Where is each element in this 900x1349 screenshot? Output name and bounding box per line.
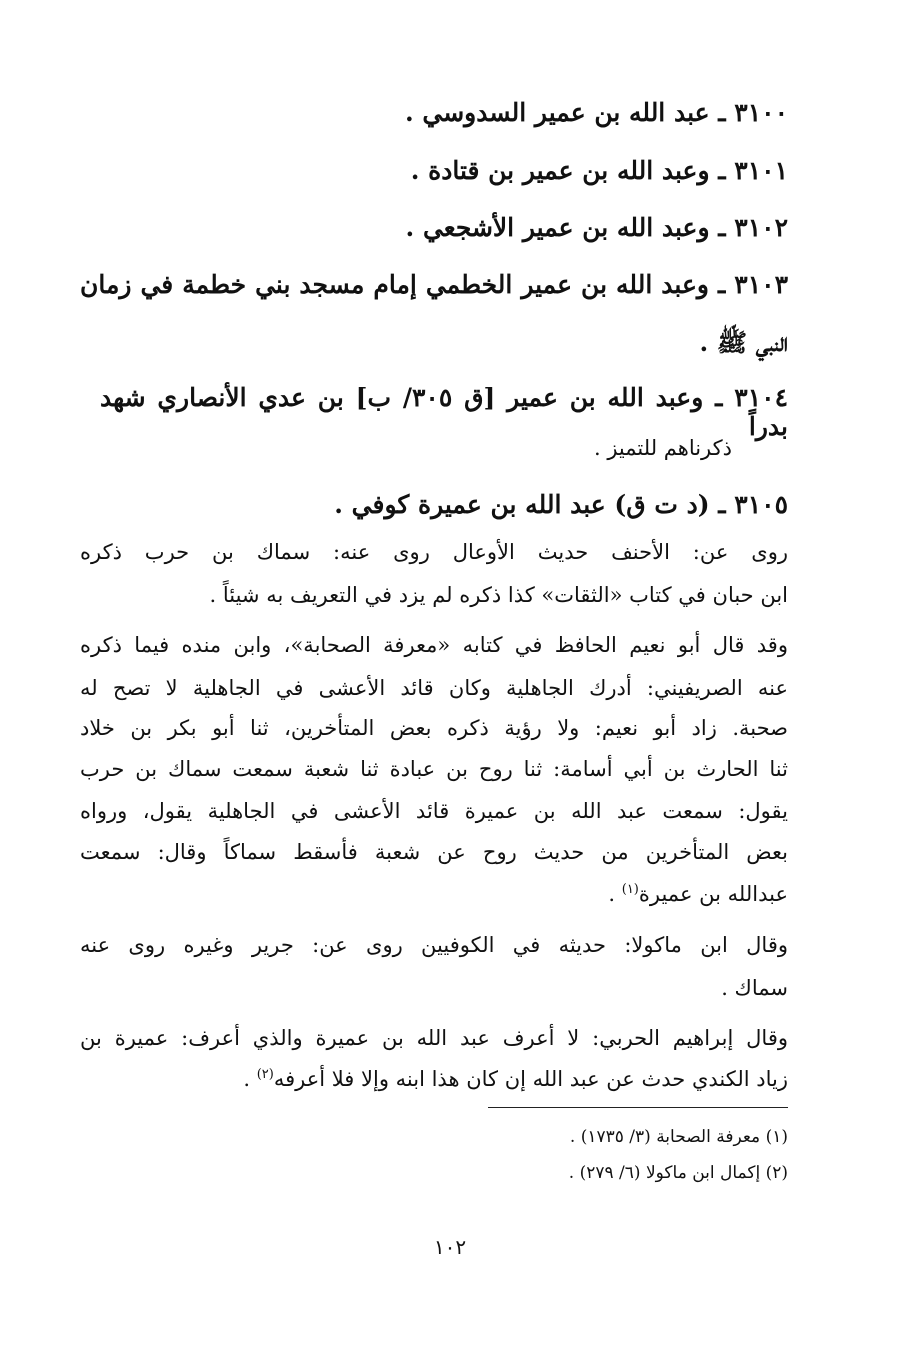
para4-line1: وقال إبراهيم الحربي: لا أعرف عبد الله بن عميرة والذي أعرف: عميرة بن — [80, 1026, 788, 1050]
page-number: ١٠٢ — [433, 1235, 467, 1259]
entry-3102: ٣١٠٢ ـ وعبد الله بن عمير الأشجعي . — [405, 213, 788, 242]
footnote-2: (٢) إكمال ابن ماكولا (٦/ ٢٧٩) . — [568, 1163, 788, 1183]
entry-3103-line2: النبي ﷺ . — [699, 328, 788, 357]
footnote-1: (١) معرفة الصحابة (٣/ ١٧٣٥) . — [569, 1127, 788, 1147]
footnote-divider — [488, 1107, 788, 1108]
entry-3104-line1: ٣١٠٤ ـ وعبد الله بن عمير [ق ٣٠٥/ ب] بن عدي الأنصاري شهد بدراً — [100, 383, 788, 441]
entry-3103-line1: ٣١٠٣ ـ وعبد الله بن عمير الخطمي إمام مسجد بني خطمة في زمان — [80, 270, 788, 299]
entry-3104-line2: ذكرناهم للتميز . — [593, 436, 732, 460]
para3-line1: وقال ابن ماكولا: حديثه في الكوفيين روى عن: جرير وغيره روى عنه — [80, 933, 788, 957]
para2-line6: بعض المتأخرين من حديث روح عن شعبة فأسقط سماكاً وقال: سمعت — [80, 840, 788, 864]
para2-line7-end: . — [608, 882, 622, 906]
para2-line7-text: عبدالله بن عميرة — [638, 882, 788, 906]
para2-line7 — [80, 882, 788, 906]
para2-line3: صحبة. زاد أبو نعيم: ولا رؤية ذكره بعض المتأخرين، ثنا أبو بكر بن خلاد — [80, 716, 788, 740]
para1-line1: روى عن: الأحنف حديث الأوعال روى عنه: سماك بن حرب ذكره — [80, 540, 788, 564]
para2-line2: عنه الصريفيني: أدرك الجاهلية وكان قائد الأعشى في الجاهلية لا تصح له — [80, 676, 788, 700]
entry-3101: ٣١٠١ ـ وعبد الله بن عمير بن قتادة . — [410, 156, 788, 185]
para2-line4: ثنا الحارث بن أبي أسامة: ثنا روح بن عبادة ثنا شعبة سمعت سماك بن حرب — [80, 757, 788, 781]
entry-3100: ٣١٠٠ ـ عبد الله بن عمير السدوسي . — [404, 98, 788, 127]
para2-line1: وقد قال أبو نعيم الحافظ في كتابه «معرفة الصحابة»، وابن منده فيما ذكره — [80, 633, 788, 657]
entry-3105: ٣١٠٥ ـ (د ت ق) عبد الله بن عميرة كوفي . — [334, 490, 788, 519]
footnote-ref-1[interactable]: (١) — [621, 882, 639, 897]
para4-line2-text: زياد الكندي حدث عن عبد الله إن كان هذا ابنه وإلا فلا أعرفه — [273, 1067, 788, 1091]
para3-line2: سماك . — [721, 976, 788, 1000]
para4-line2-end: . — [243, 1067, 257, 1091]
para4-line2 — [80, 1067, 788, 1091]
para1-line2: ابن حبان في كتاب «الثقات» كذا ذكره لم يزد في التعريف به شيئاً . — [209, 583, 788, 607]
para2-line5: يقول: سمعت عبد الله بن عميرة قائد الأعشى في الجاهلية يقول، ورواه — [80, 799, 788, 823]
footnote-ref-2[interactable]: (٢) — [256, 1067, 274, 1082]
